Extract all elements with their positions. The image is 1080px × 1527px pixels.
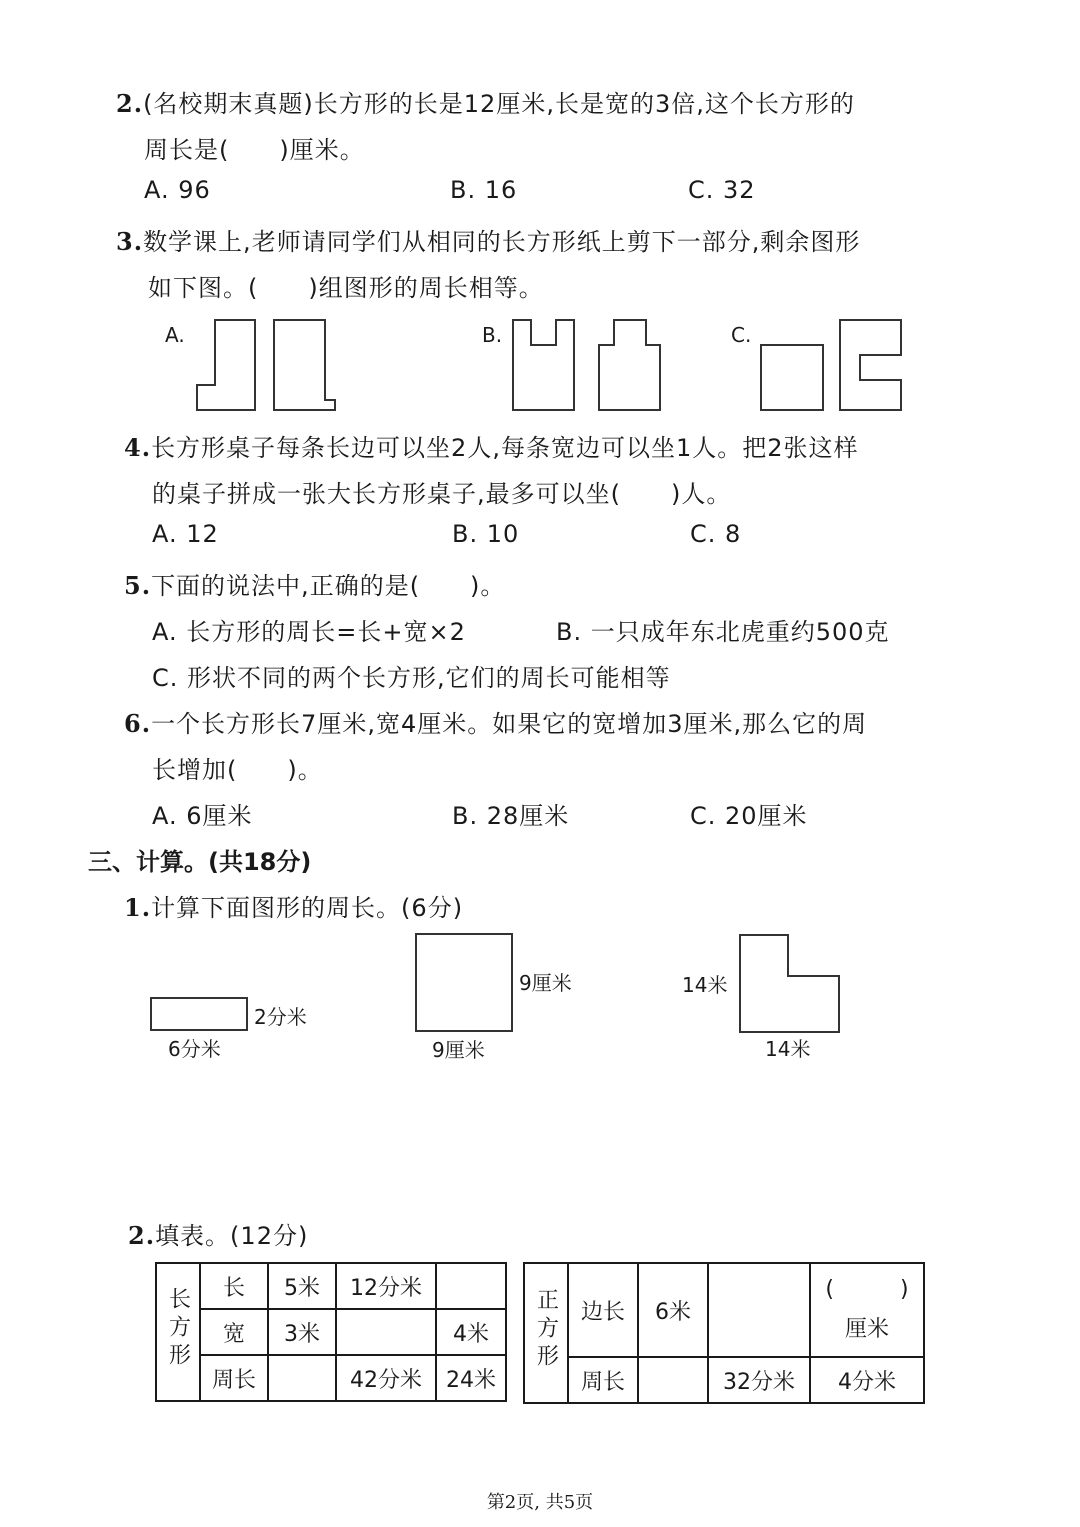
- q6-stem: 一个长方形长7厘米,宽4厘米。如果它的宽增加3厘米,那么它的周: [151, 710, 868, 738]
- rect-cell[interactable]: [268, 1355, 336, 1401]
- rect-cell[interactable]: 3米: [268, 1309, 336, 1355]
- fig3-l-shape: [740, 935, 839, 1032]
- q2-option-c[interactable]: C. 32: [688, 176, 756, 204]
- square-blank-paren: ( ): [825, 1277, 909, 1302]
- square-cell[interactable]: [638, 1357, 708, 1403]
- square-cell[interactable]: 4分米: [810, 1357, 924, 1403]
- section3-title: 三、计算。(共18分): [88, 848, 312, 876]
- fig1-width-label: 6分米: [168, 1037, 221, 1061]
- rect-cell[interactable]: 4米: [436, 1309, 506, 1355]
- square-table-title: 正方形: [524, 1263, 568, 1403]
- square-row-label-side: 边长: [568, 1263, 638, 1357]
- q5-stem: 下面的说法中,正确的是( )。: [151, 572, 506, 600]
- q6-number: 6.: [124, 709, 152, 738]
- rectangle-table: [155, 1262, 507, 1402]
- rect-cell[interactable]: 5米: [268, 1263, 336, 1309]
- q5-option-b[interactable]: B. 一只成年东北虎重约500克: [556, 618, 890, 646]
- rect-row-label-perimeter: 周长: [200, 1355, 268, 1401]
- rect-cell[interactable]: 24米: [436, 1355, 506, 1401]
- rect-cell[interactable]: 42分米: [336, 1355, 436, 1401]
- fig2-height-label: 9厘米: [519, 971, 572, 995]
- q6-option-c[interactable]: C. 20厘米: [690, 802, 808, 830]
- q5-number: 5.: [124, 571, 152, 600]
- q3-label-c: C.: [731, 323, 752, 347]
- q3-number: 3.: [116, 227, 144, 256]
- square-row-label-perimeter: 周长: [568, 1357, 638, 1403]
- q6-option-a[interactable]: A. 6厘米: [152, 802, 253, 830]
- q5-option-a[interactable]: A. 长方形的周长=长+宽×2: [152, 618, 466, 646]
- fig1-rectangle: [151, 998, 247, 1030]
- q3-stem: 数学课上,老师请同学们从相同的长方形纸上剪下一部分,剩余图形: [143, 228, 861, 256]
- fig2-width-label: 9厘米: [432, 1038, 485, 1062]
- calc2-number: 2.: [128, 1221, 156, 1250]
- q2-line2: 周长是( )厘米。: [144, 136, 365, 164]
- fig2-square: [416, 934, 512, 1031]
- calc1-stem: 计算下面图形的周长。(6分): [151, 894, 464, 922]
- calc2-line: [128, 1216, 308, 1251]
- q3-label-b: B.: [482, 323, 503, 347]
- q2-option-b[interactable]: B. 16: [450, 176, 518, 204]
- q4-option-a[interactable]: A. 12: [152, 520, 219, 548]
- q4-number: 4.: [124, 433, 152, 462]
- q4-line2: 的桌子拼成一张大长方形桌子,最多可以坐( )人。: [152, 480, 732, 508]
- q3-line2: 如下图。( )组图形的周长相等。: [148, 274, 544, 302]
- q4-option-c[interactable]: C. 8: [690, 520, 742, 548]
- square-cell[interactable]: 32分米: [708, 1357, 810, 1403]
- fig1-height-label: 2分米: [254, 1005, 307, 1029]
- rect-cell[interactable]: [336, 1309, 436, 1355]
- rect-row-label-length: 长: [200, 1263, 268, 1309]
- q4-stem: 长方形桌子每条长边可以坐2人,每条宽边可以坐1人。把2张这样: [151, 434, 859, 462]
- q2-stem: (名校期末真题)长方形的长是12厘米,长是宽的3倍,这个长方形的: [143, 90, 855, 118]
- page-footer: 第2页, 共5页: [486, 1492, 594, 1513]
- square-cell[interactable]: 6米: [638, 1263, 708, 1357]
- q4-option-b[interactable]: B. 10: [452, 520, 520, 548]
- q6-line2: 长增加( )。: [152, 756, 323, 784]
- q2-number: 2.: [116, 89, 144, 118]
- fig3-width-label: 14米: [765, 1037, 811, 1061]
- rect-cell[interactable]: [436, 1263, 506, 1309]
- q2-option-a[interactable]: A. 96: [144, 176, 211, 204]
- square-table: [523, 1262, 925, 1404]
- square-blank-unit: 厘米: [844, 1317, 889, 1342]
- fig3-height-label: 14米: [682, 973, 728, 997]
- calc1-number: 1.: [124, 893, 152, 922]
- q6-option-b[interactable]: B. 28厘米: [452, 802, 570, 830]
- q5-option-c[interactable]: C. 形状不同的两个长方形,它们的周长可能相等: [152, 664, 671, 692]
- rect-cell[interactable]: 12分米: [336, 1263, 436, 1309]
- rect-table-title: 长方形: [156, 1263, 200, 1401]
- rect-row-label-width: 宽: [200, 1309, 268, 1355]
- square-blank-cell[interactable]: [810, 1263, 924, 1357]
- calc2-stem: 填表。(12分): [155, 1222, 309, 1250]
- q3-label-a: A.: [165, 323, 185, 347]
- square-cell[interactable]: [708, 1263, 810, 1357]
